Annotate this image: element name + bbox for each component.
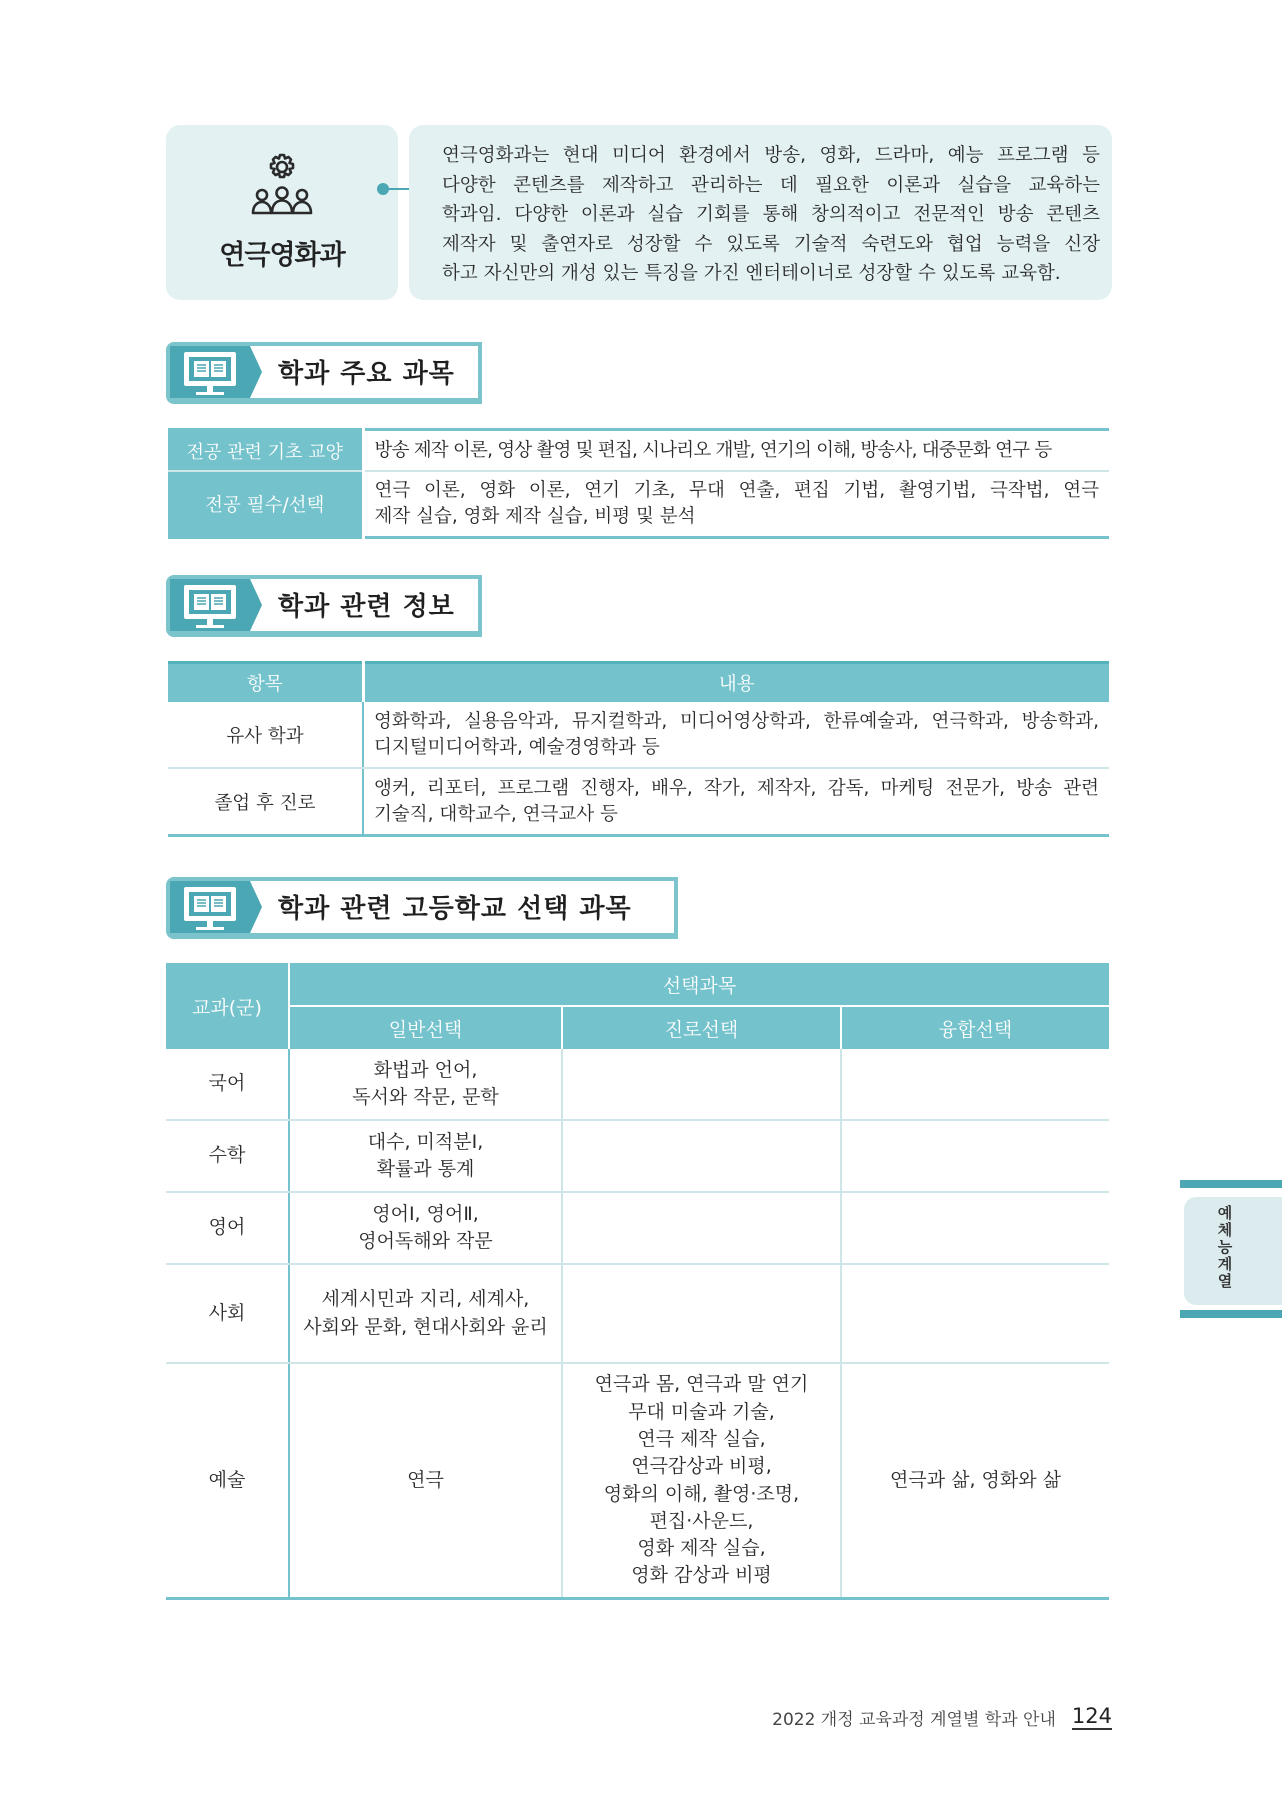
section-title: 학과 관련 고등학교 선택 과목 <box>278 893 632 924</box>
subject-line: 연극감상과 비평, <box>631 1455 772 1478</box>
subject-line: 확률과 통계 <box>376 1158 475 1180</box>
subject-line: 독서와 작문, 문학 <box>352 1086 499 1108</box>
table-row <box>166 1363 1109 1599</box>
table-row <box>166 1120 1109 1192</box>
page-number: 124 <box>1071 1704 1112 1728</box>
content-line: 디지털미디어학과, 예술경영학과 등 <box>374 736 660 758</box>
row-content <box>363 702 1109 768</box>
career-selection <box>562 1049 841 1120</box>
section-header-hs-subjects <box>166 877 678 939</box>
fusion-selection <box>841 1120 1109 1192</box>
fusion-selection <box>841 1192 1109 1264</box>
subject-group: 수학 <box>166 1120 289 1192</box>
table-row <box>166 1264 1109 1363</box>
subject-line: 연극과 삶, 영화와 삶 <box>890 1468 1061 1491</box>
subject-line: 연극 <box>407 1468 444 1491</box>
fusion-selection <box>841 1264 1109 1363</box>
side-tab-top-bar <box>1180 1180 1282 1188</box>
fusion-selection <box>841 1049 1109 1120</box>
people-gear-icon <box>166 153 398 223</box>
content-line: 앵커, 리포터, 프로그램 진행자, 배우, 작가, 제작자, 감독, 마케팅 전문가, 방송 관련 <box>374 777 1099 799</box>
content-line: 제작 실습, 영화 제작 실습, 비평 및 분석 <box>374 506 696 527</box>
table-row <box>166 1049 1109 1120</box>
side-tab-label <box>1214 1205 1236 1290</box>
table-row <box>168 768 1109 836</box>
side-tab-char: 예 <box>1217 1204 1233 1222</box>
subject-line: 연극 제작 실습, <box>637 1427 766 1450</box>
row-content <box>363 768 1109 836</box>
subject-line: 편집·사운드, <box>649 1509 754 1532</box>
general-selection <box>289 1264 562 1363</box>
description-line: 제작자 및 출연자로 성장할 수 있도록 기술적 숙련도와 협업 능력을 신장 <box>442 233 1100 255</box>
content-line: 방송 제작 이론, 영상 촬영 및 편집, 시나리오 개발, 연기의 이해, 방송사, 대중문화 연구 등 <box>374 439 1052 461</box>
monitor-book-icon <box>170 881 250 933</box>
row-content <box>363 471 1109 538</box>
description-line: 연극영화과는 현대 미디어 환경에서 방송, 영화, 드라마, 예능 프로그램 등 <box>442 145 1100 166</box>
department-description <box>409 125 1112 300</box>
table-row <box>168 471 1109 538</box>
row-content <box>363 430 1109 472</box>
career-selection <box>562 1264 841 1363</box>
table-row <box>168 702 1109 768</box>
career-selection <box>562 1363 841 1599</box>
row-label: 졸업 후 진로 <box>168 768 363 836</box>
side-tab-char: 체 <box>1217 1221 1233 1239</box>
section-title: 학과 관련 정보 <box>278 591 455 622</box>
column-subheader: 일반선택 <box>289 1006 562 1049</box>
section-header-main-subjects <box>166 342 482 404</box>
related-info-table <box>168 661 1109 837</box>
row-label: 전공 필수/선택 <box>168 471 363 538</box>
hs-subjects-table <box>166 963 1109 1600</box>
general-selection <box>289 1192 562 1264</box>
subject-line: 사회와 문화, 현대사회와 윤리 <box>303 1315 548 1338</box>
subject-group: 영어 <box>166 1192 289 1264</box>
subject-line: 영화 제작 실습, <box>637 1537 766 1560</box>
subject-line: 무대 미술과 기술, <box>628 1400 775 1423</box>
table-header-row <box>166 963 1109 1006</box>
content-line: 기술직, 대학교수, 연극교사 등 <box>374 803 618 825</box>
column-subheader: 진로선택 <box>562 1006 841 1049</box>
table-row <box>166 1192 1109 1264</box>
subject-group: 사회 <box>166 1264 289 1363</box>
side-tab-char: 열 <box>1217 1272 1233 1290</box>
fusion-selection <box>841 1363 1109 1599</box>
main-subjects-table <box>168 428 1109 539</box>
content-line: 영화학과, 실용음악과, 뮤지컬학과, 미디어영상학과, 한류예술과, 연극학과, 방송학과, <box>374 710 1099 732</box>
row-label: 전공 관련 기초 교양 <box>168 430 363 472</box>
subject-line: 세계시민과 지리, 세계사, <box>321 1288 530 1311</box>
row-label: 유사 학과 <box>168 702 363 768</box>
section-header-related-info <box>166 575 482 637</box>
side-tab-category[interactable] <box>1184 1197 1282 1305</box>
general-selection <box>289 1049 562 1120</box>
footer-text: 2022 개정 교육과정 계열별 학과 안내 <box>772 1709 1056 1730</box>
subject-line: 영어독해와 작문 <box>358 1230 493 1252</box>
page-footer <box>700 1700 1112 1734</box>
side-tab-char: 계 <box>1217 1255 1233 1273</box>
content-line: 연극 이론, 영화 이론, 연기 기초, 무대 연출, 편집 기법, 촬영기법, 극작법, 연극 <box>374 480 1099 501</box>
table-row <box>168 430 1109 472</box>
table-subheader-row <box>166 1006 1109 1049</box>
department-card <box>166 125 398 300</box>
description-line: 학과임. 다양한 이론과 실습 기회를 통해 창의적이고 전문적인 방송 콘텐츠 <box>442 204 1100 226</box>
career-selection <box>562 1120 841 1192</box>
monitor-book-icon <box>170 346 250 398</box>
subject-group: 국어 <box>166 1049 289 1120</box>
table-header-row <box>168 663 1109 703</box>
department-name: 연극영화과 <box>219 240 345 271</box>
column-subheader: 융합선택 <box>841 1006 1109 1049</box>
general-selection <box>289 1363 562 1599</box>
column-header: 내용 <box>363 663 1109 703</box>
subject-line: 연극과 몸, 연극과 말 연기 <box>594 1373 809 1396</box>
subject-line: 화법과 언어, <box>373 1058 478 1081</box>
subject-group: 예술 <box>166 1363 289 1599</box>
side-tab-bottom-bar <box>1180 1310 1282 1318</box>
column-header: 항목 <box>168 663 363 703</box>
column-header-group: 교과(군) <box>166 963 289 1049</box>
career-selection <box>562 1192 841 1264</box>
description-line: 다양한 콘텐츠를 제작하고 관리하는 데 필요한 이론과 실습을 교육하는 <box>442 174 1100 196</box>
column-header-selection: 선택과목 <box>289 963 1109 1006</box>
connector-dot-left <box>377 183 389 195</box>
subject-line: 영화 감상과 비평 <box>631 1564 772 1587</box>
subject-line: 대수, 미적분Ⅰ, <box>367 1130 484 1153</box>
subject-line: 영어Ⅰ, 영어Ⅱ, <box>372 1202 479 1225</box>
description-line: 하고 자신만의 개성 있는 특징을 가진 엔터테이너로 성장할 수 있도록 교육함. <box>442 263 1061 285</box>
general-selection <box>289 1120 562 1192</box>
side-tab-char: 능 <box>1217 1238 1233 1256</box>
subject-line: 영화의 이해, 촬영·조명, <box>603 1482 800 1505</box>
monitor-book-icon <box>170 579 250 631</box>
section-title: 학과 주요 과목 <box>278 358 455 389</box>
